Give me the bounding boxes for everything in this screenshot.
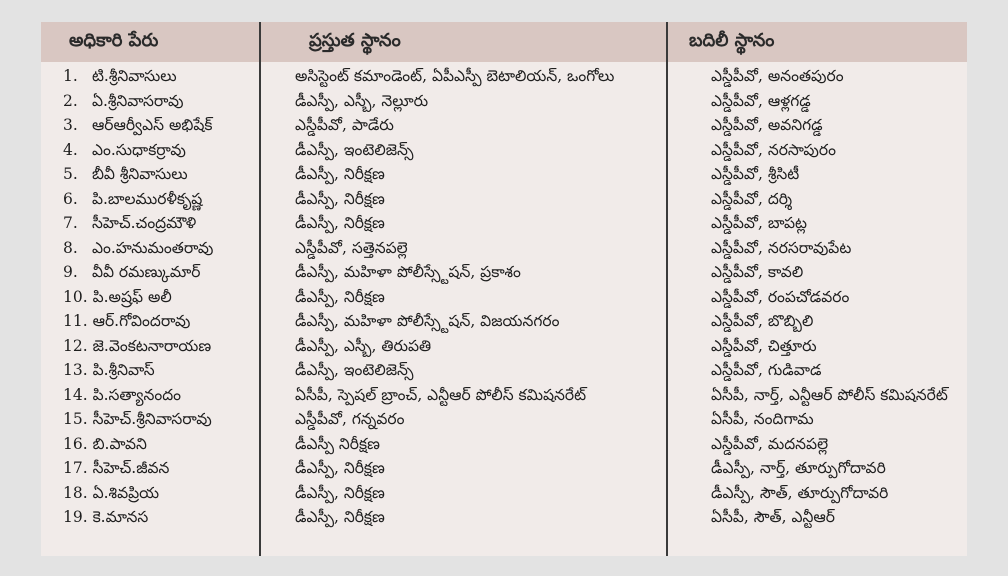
transfer-post: ఎస్డీపీవో, నరసరావుపేట — [711, 238, 852, 257]
transfer-post: ఏసీపీ, నార్త్, ఎన్టీఆర్ పోలీస్ కమిషనరేట్ — [711, 385, 948, 404]
officer-name: ఏ.శ్రీనివాసరావు — [91, 91, 184, 110]
row-number: 2. — [63, 91, 78, 110]
transfer-post: ఎస్డీపీవో, దర్శి — [711, 189, 793, 208]
transfer-post: ఎస్డీపీవో, చిత్తూరు — [711, 336, 817, 355]
table-row — [41, 187, 1008, 212]
table-row — [41, 407, 1008, 432]
current-post: ఎస్డీపీవో, పాడేరు — [295, 116, 394, 135]
officer-cell — [41, 309, 281, 334]
current-post: ఏసీపీ, స్పెషల్ బ్రాంచ్, ఎన్టీఆర్ పోలీస్ కమిషనరేట్ — [295, 385, 587, 404]
row-number: 4. — [63, 140, 78, 159]
transfer-post: ఏసీపీ, నందిగామ — [711, 410, 814, 429]
officer-cell — [41, 162, 281, 187]
table-row — [41, 358, 1008, 383]
table-row — [41, 285, 1008, 310]
officer-cell — [41, 113, 281, 138]
officer-cell — [41, 334, 281, 359]
transfer-post: ఎస్డీపీవో, బాపట్ల — [711, 214, 807, 233]
transfer-post: ఎస్డీపీవో, అనంతపురం — [711, 67, 844, 86]
transfer-post: ఎస్డీపీవో, నరసాపురం — [711, 140, 836, 159]
officer-name: పి.బాలమురళీకృష్ణ — [91, 189, 203, 208]
current-post: డీఎస్పీ, మహిళా పోలీస్స్టేషన్, విజయనగరం — [295, 312, 560, 331]
current-post: ఎస్డీపీవో, గన్నవరం — [295, 410, 405, 429]
officer-cell — [41, 456, 281, 481]
current-post: ఎస్డీపీవో, సత్తెనపల్లె — [295, 238, 408, 257]
row-number: 14. — [63, 385, 88, 404]
current-post: డీఎస్పీ, నిరీక్షణ — [295, 459, 385, 478]
table-row — [41, 113, 1008, 138]
transfer-post: డీఎస్పీ, నార్త్, తూర్పుగోదావరి — [711, 459, 886, 478]
officer-name: పి.సత్యానందం — [92, 385, 182, 404]
current-post: డీఎస్పీ, నిరీక్షణ — [295, 189, 385, 208]
table-row — [41, 64, 1008, 89]
table-row — [41, 236, 1008, 261]
officer-cell — [41, 187, 281, 212]
table-row — [41, 162, 1008, 187]
officer-cell — [41, 89, 281, 114]
table-row — [41, 456, 1008, 481]
transfer-post: ఎస్డీపీవో, మదనపల్లె — [711, 434, 829, 453]
row-number: 9. — [63, 263, 78, 282]
officer-cell — [41, 358, 281, 383]
transfer-post: ఎస్డీపీవో, కావలి — [711, 263, 804, 282]
header-transfer-post: బదిలీ స్థానం — [689, 30, 775, 51]
officer-name: జె.వెంకటనారాయణ — [92, 336, 212, 355]
table-row — [41, 505, 1008, 530]
row-number: 17. — [63, 459, 88, 478]
officer-name: టి.శ్రీనివాసులు — [91, 67, 177, 86]
current-post: డీఎస్పీ, నిరీక్షణ — [295, 287, 385, 306]
row-number: 15. — [63, 410, 88, 429]
officer-cell — [41, 407, 281, 432]
row-number: 3. — [63, 116, 78, 135]
officer-name: ఆర్ఆర్వీఎస్ అభిషేక్ — [91, 116, 213, 135]
table-row — [41, 383, 1008, 408]
officer-name: ఎం.హనుమంతరావు — [91, 238, 214, 257]
transfer-post: ఎస్డీపీవో, ఆళ్లగడ్డ — [711, 91, 811, 110]
row-number: 1. — [63, 67, 78, 86]
row-number: 16. — [63, 434, 88, 453]
officer-cell — [41, 505, 281, 530]
table-row — [41, 89, 1008, 114]
current-post: అసిస్టెంట్ కమాండెంట్, ఏపీఎస్పీ బెటాలియన్, ఒంగోలు — [295, 67, 615, 86]
transfer-post: ఎస్డీపీవో, శ్రీసిటీ — [711, 165, 800, 184]
officer-cell — [41, 211, 281, 236]
current-post: డీఎస్పీ, ఎస్బీ, తిరుపతి — [295, 336, 432, 355]
row-number: 19. — [63, 508, 88, 527]
officer-cell — [41, 285, 281, 310]
officer-name: సీహెచ్.శ్రీనివాసరావు — [92, 410, 212, 429]
current-post: డీఎస్పీ, ఇంటెలిజెన్స్ — [295, 361, 414, 380]
table-row — [41, 432, 1008, 457]
officer-name: ఆర్.గోవిందరావు — [92, 312, 191, 331]
officer-name: వీవీ రమణ్కుమార్ — [91, 263, 201, 282]
officer-name: ఏ.శివప్రియ — [92, 483, 160, 502]
current-post: డీఎస్పీ, మహిళా పోలీస్స్టేషన్, ప్రకాశం — [295, 263, 521, 282]
header-current-post: ప్రస్తుత స్థానం — [309, 30, 401, 51]
table-row — [41, 334, 1008, 359]
officer-cell — [41, 260, 281, 285]
header-officer-name: అధికారి పేరు — [69, 30, 159, 51]
table-row — [41, 211, 1008, 236]
current-post: డీఎస్పీ, నిరీక్షణ — [295, 483, 385, 502]
current-post: డీఎస్పీ, ఇంటెలిజెన్స్ — [295, 140, 414, 159]
current-post: డీఎస్పీ, నిరీక్షణ — [295, 508, 385, 527]
transfer-post: ఏసీపీ, సౌత్, ఎన్టీఆర్ — [711, 508, 835, 527]
officer-cell — [41, 236, 281, 261]
transfer-post: ఎస్డీపీవో, రంపచోడవరం — [711, 287, 850, 306]
transfer-table — [41, 22, 967, 556]
row-number: 7. — [63, 214, 78, 233]
current-post: డీఎస్పీ నిరీక్షణ — [295, 434, 380, 453]
transfer-post: డీఎస్పీ, సౌత్, తూర్పుగోదావరి — [711, 483, 889, 502]
table-row — [41, 481, 1008, 506]
officer-cell — [41, 481, 281, 506]
row-number: 6. — [63, 189, 78, 208]
officer-name: బి.పావని — [92, 434, 147, 453]
table-body — [41, 64, 1008, 530]
transfer-post: ఎస్డీపీవో, అవనిగడ్డ — [711, 116, 823, 135]
officer-cell — [41, 432, 281, 457]
row-number: 12. — [63, 336, 88, 355]
officer-name: బీవీ శ్రీనివాసులు — [91, 165, 188, 184]
row-number: 8. — [63, 238, 78, 257]
current-post: డీఎస్పీ, నిరీక్షణ — [295, 165, 385, 184]
row-number: 5. — [63, 165, 78, 184]
current-post: డీఎస్పీ, నిరీక్షణ — [295, 214, 385, 233]
current-post: డీఎస్పీ, ఎస్బీ, నెల్లూరు — [295, 91, 429, 110]
row-number: 10. — [63, 287, 88, 306]
row-number: 11. — [63, 312, 88, 331]
table-row — [41, 260, 1008, 285]
row-number: 13. — [63, 361, 88, 380]
table-row — [41, 138, 1008, 163]
officer-cell — [41, 383, 281, 408]
transfer-post: ఎస్డీపీవో, గుడివాడ — [711, 361, 822, 380]
officer-name: సీహెచ్.చంద్రమౌళి — [91, 214, 197, 233]
officer-cell — [41, 64, 281, 89]
row-number: 18. — [63, 483, 88, 502]
officer-name: పి.శ్రీనివాస్ — [92, 361, 155, 380]
table-header — [41, 22, 967, 62]
table-row — [41, 309, 1008, 334]
officer-cell — [41, 138, 281, 163]
officer-name: కె.మానస — [92, 508, 149, 527]
officer-name: పి.అష్రఫ్ అలీ — [92, 287, 172, 306]
transfer-post: ఎస్డీపీవో, బొబ్బిలి — [711, 312, 814, 331]
officer-name: ఎం.సుధాకర్రావు — [91, 140, 186, 159]
officer-name: సీహెచ్.జీవన — [92, 459, 170, 478]
